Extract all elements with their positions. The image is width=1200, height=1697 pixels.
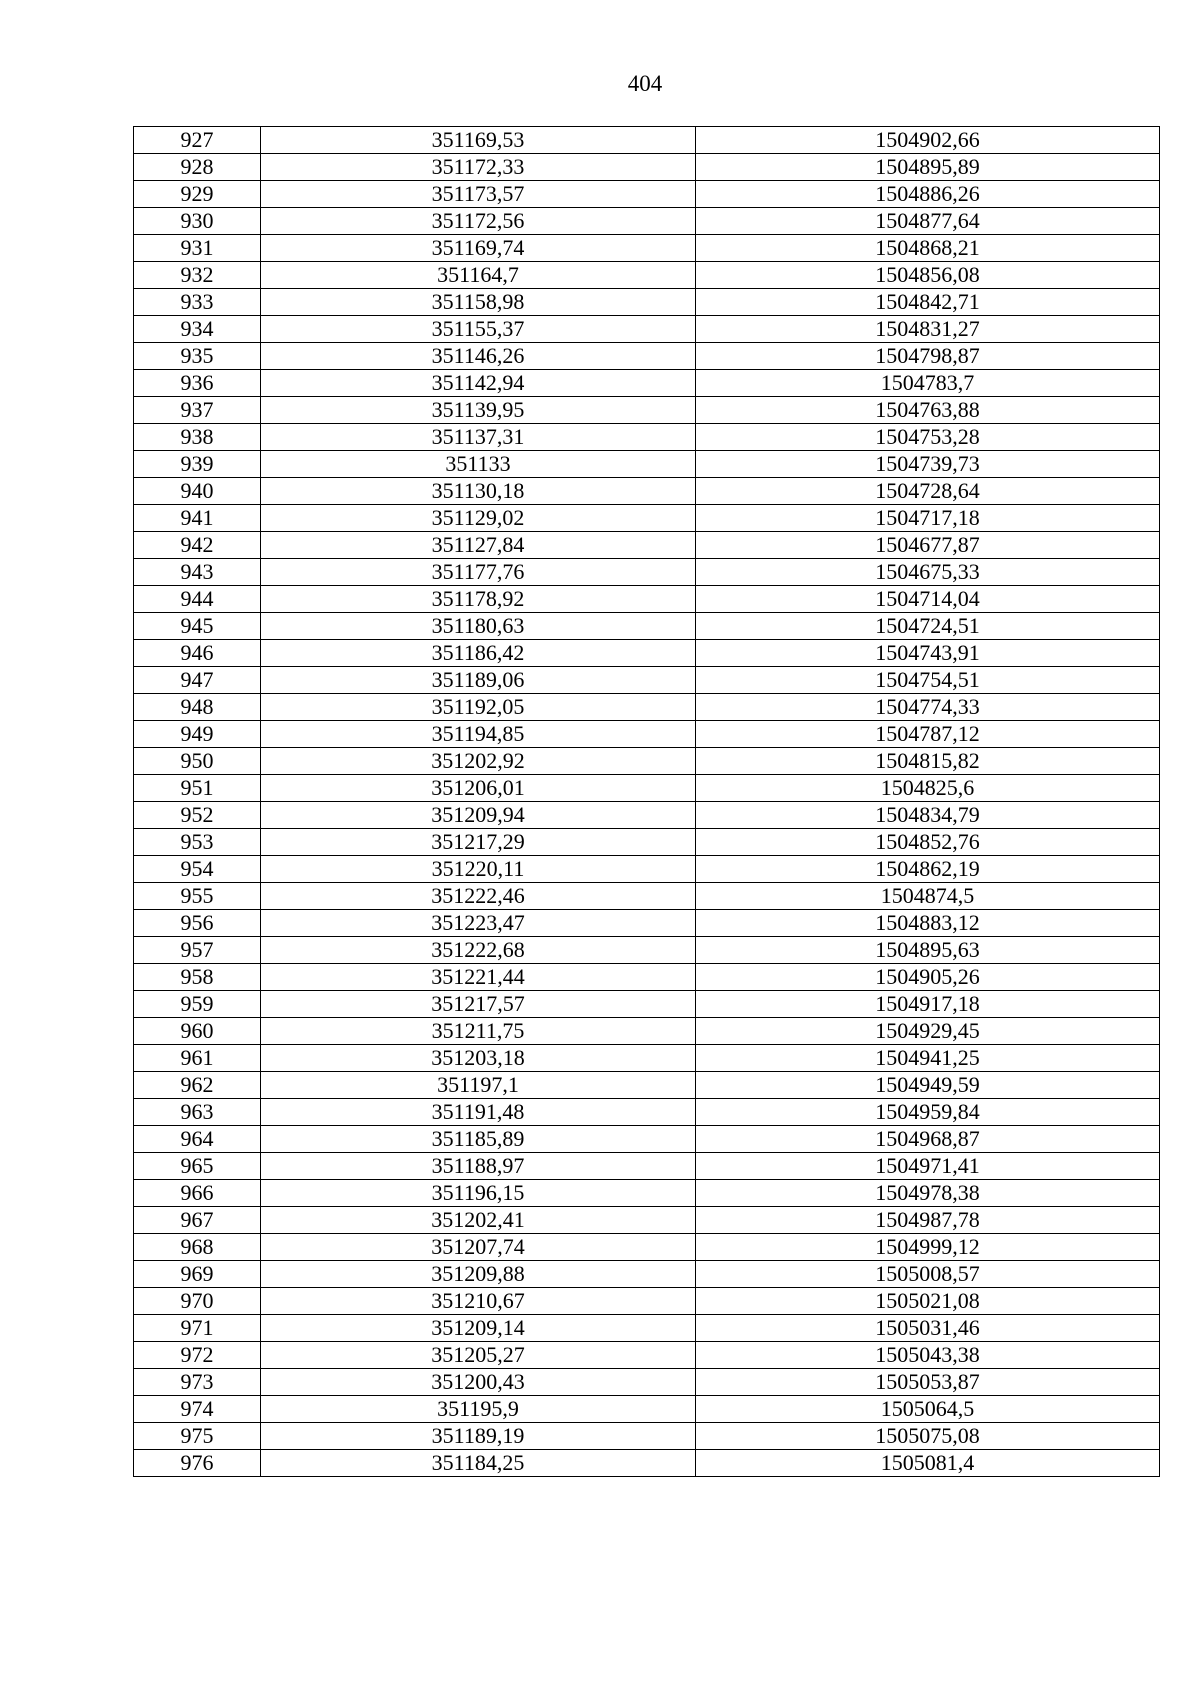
point-number-cell: 946	[134, 640, 261, 667]
table-row	[134, 208, 1160, 235]
point-number-cell: 950	[134, 748, 261, 775]
x-coordinate-cell: 351178,92	[261, 586, 696, 613]
y-coordinate-cell: 1504763,88	[696, 397, 1160, 424]
y-coordinate-cell: 1505064,5	[696, 1396, 1160, 1423]
x-coordinate-cell: 351172,33	[261, 154, 696, 181]
table-row	[134, 1423, 1160, 1450]
table-row	[134, 1261, 1160, 1288]
x-coordinate-cell: 351222,46	[261, 883, 696, 910]
table-row	[134, 559, 1160, 586]
table-row	[134, 586, 1160, 613]
y-coordinate-cell: 1504852,76	[696, 829, 1160, 856]
table-row	[134, 640, 1160, 667]
x-coordinate-cell: 351197,1	[261, 1072, 696, 1099]
x-coordinate-cell: 351155,37	[261, 316, 696, 343]
x-coordinate-cell: 351173,57	[261, 181, 696, 208]
point-number-cell: 960	[134, 1018, 261, 1045]
y-coordinate-cell: 1504783,7	[696, 370, 1160, 397]
point-number-cell: 951	[134, 775, 261, 802]
table-row	[134, 1099, 1160, 1126]
point-number-cell: 933	[134, 289, 261, 316]
table-row	[134, 1369, 1160, 1396]
x-coordinate-cell: 351194,85	[261, 721, 696, 748]
x-coordinate-cell: 351223,47	[261, 910, 696, 937]
x-coordinate-cell: 351169,74	[261, 235, 696, 262]
x-coordinate-cell: 351129,02	[261, 505, 696, 532]
table-row	[134, 1207, 1160, 1234]
y-coordinate-cell: 1504902,66	[696, 127, 1160, 154]
x-coordinate-cell: 351164,7	[261, 262, 696, 289]
y-coordinate-cell: 1505075,08	[696, 1423, 1160, 1450]
y-coordinate-cell: 1504949,59	[696, 1072, 1160, 1099]
table-row	[134, 1018, 1160, 1045]
x-coordinate-cell: 351209,14	[261, 1315, 696, 1342]
y-coordinate-cell: 1504831,27	[696, 316, 1160, 343]
x-coordinate-cell: 351210,67	[261, 1288, 696, 1315]
y-coordinate-cell: 1504724,51	[696, 613, 1160, 640]
page-number: 404	[627, 71, 663, 96]
y-coordinate-cell: 1504834,79	[696, 802, 1160, 829]
point-number-cell: 976	[134, 1450, 261, 1477]
x-coordinate-cell: 351177,76	[261, 559, 696, 586]
table-row	[134, 1396, 1160, 1423]
x-coordinate-cell: 351202,41	[261, 1207, 696, 1234]
x-coordinate-cell: 351127,84	[261, 532, 696, 559]
y-coordinate-cell: 1504968,87	[696, 1126, 1160, 1153]
y-coordinate-cell: 1504877,64	[696, 208, 1160, 235]
y-coordinate-cell: 1504868,21	[696, 235, 1160, 262]
x-coordinate-cell: 351184,25	[261, 1450, 696, 1477]
y-coordinate-cell: 1504774,33	[696, 694, 1160, 721]
table-row	[134, 235, 1160, 262]
table-row	[134, 262, 1160, 289]
x-coordinate-cell: 351142,94	[261, 370, 696, 397]
point-number-cell: 929	[134, 181, 261, 208]
point-number-cell: 956	[134, 910, 261, 937]
x-coordinate-cell: 351130,18	[261, 478, 696, 505]
table-row	[134, 1234, 1160, 1261]
x-coordinate-cell: 351203,18	[261, 1045, 696, 1072]
x-coordinate-cell: 351172,56	[261, 208, 696, 235]
point-number-cell: 964	[134, 1126, 261, 1153]
x-coordinate-cell: 351222,68	[261, 937, 696, 964]
point-number-cell: 967	[134, 1207, 261, 1234]
x-coordinate-cell: 351209,88	[261, 1261, 696, 1288]
point-number-cell: 934	[134, 316, 261, 343]
x-coordinate-cell: 351188,97	[261, 1153, 696, 1180]
y-coordinate-cell: 1504815,82	[696, 748, 1160, 775]
x-coordinate-cell: 351133	[261, 451, 696, 478]
y-coordinate-cell: 1505081,4	[696, 1450, 1160, 1477]
table-row	[134, 289, 1160, 316]
x-coordinate-cell: 351169,53	[261, 127, 696, 154]
point-number-cell: 957	[134, 937, 261, 964]
x-coordinate-cell: 351186,42	[261, 640, 696, 667]
y-coordinate-cell: 1504971,41	[696, 1153, 1160, 1180]
table-row	[134, 910, 1160, 937]
y-coordinate-cell: 1504717,18	[696, 505, 1160, 532]
point-number-cell: 952	[134, 802, 261, 829]
y-coordinate-cell: 1504825,6	[696, 775, 1160, 802]
table-row	[134, 1126, 1160, 1153]
point-number-cell: 940	[134, 478, 261, 505]
point-number-cell: 973	[134, 1369, 261, 1396]
table-row	[134, 829, 1160, 856]
point-number-cell: 962	[134, 1072, 261, 1099]
x-coordinate-cell: 351211,75	[261, 1018, 696, 1045]
point-number-cell: 928	[134, 154, 261, 181]
point-number-cell: 948	[134, 694, 261, 721]
point-number-cell: 935	[134, 343, 261, 370]
point-number-cell: 963	[134, 1099, 261, 1126]
table-row	[134, 478, 1160, 505]
table-row	[134, 1288, 1160, 1315]
point-number-cell: 971	[134, 1315, 261, 1342]
point-number-cell: 954	[134, 856, 261, 883]
y-coordinate-cell: 1505031,46	[696, 1315, 1160, 1342]
table-row	[134, 721, 1160, 748]
point-number-cell: 944	[134, 586, 261, 613]
x-coordinate-cell: 351217,29	[261, 829, 696, 856]
x-coordinate-cell: 351220,11	[261, 856, 696, 883]
point-number-cell: 936	[134, 370, 261, 397]
table-row	[134, 667, 1160, 694]
y-coordinate-cell: 1504895,89	[696, 154, 1160, 181]
point-number-cell: 943	[134, 559, 261, 586]
point-number-cell: 947	[134, 667, 261, 694]
table-row	[134, 802, 1160, 829]
point-number-cell: 965	[134, 1153, 261, 1180]
y-coordinate-cell: 1504883,12	[696, 910, 1160, 937]
y-coordinate-cell: 1504959,84	[696, 1099, 1160, 1126]
y-coordinate-cell: 1504743,91	[696, 640, 1160, 667]
table-row	[134, 316, 1160, 343]
y-coordinate-cell: 1504798,87	[696, 343, 1160, 370]
point-number-cell: 932	[134, 262, 261, 289]
point-number-cell: 930	[134, 208, 261, 235]
x-coordinate-cell: 351139,95	[261, 397, 696, 424]
point-number-cell: 949	[134, 721, 261, 748]
y-coordinate-cell: 1504941,25	[696, 1045, 1160, 1072]
y-coordinate-cell: 1504987,78	[696, 1207, 1160, 1234]
point-number-cell: 966	[134, 1180, 261, 1207]
x-coordinate-cell: 351185,89	[261, 1126, 696, 1153]
y-coordinate-cell: 1504886,26	[696, 181, 1160, 208]
x-coordinate-cell: 351200,43	[261, 1369, 696, 1396]
table-row	[134, 613, 1160, 640]
x-coordinate-cell: 351192,05	[261, 694, 696, 721]
point-number-cell: 927	[134, 127, 261, 154]
x-coordinate-cell: 351195,9	[261, 1396, 696, 1423]
point-number-cell: 974	[134, 1396, 261, 1423]
point-number-cell: 938	[134, 424, 261, 451]
table-row	[134, 775, 1160, 802]
y-coordinate-cell: 1504754,51	[696, 667, 1160, 694]
table-row	[134, 1342, 1160, 1369]
y-coordinate-cell: 1505043,38	[696, 1342, 1160, 1369]
table-row	[134, 1045, 1160, 1072]
y-coordinate-cell: 1505008,57	[696, 1261, 1160, 1288]
y-coordinate-cell: 1504978,38	[696, 1180, 1160, 1207]
y-coordinate-cell: 1504895,63	[696, 937, 1160, 964]
y-coordinate-cell: 1504862,19	[696, 856, 1160, 883]
x-coordinate-cell: 351146,26	[261, 343, 696, 370]
point-number-cell: 955	[134, 883, 261, 910]
y-coordinate-cell: 1504728,64	[696, 478, 1160, 505]
point-number-cell: 961	[134, 1045, 261, 1072]
point-number-cell: 959	[134, 991, 261, 1018]
table-row	[134, 127, 1160, 154]
point-number-cell: 968	[134, 1234, 261, 1261]
x-coordinate-cell: 351191,48	[261, 1099, 696, 1126]
y-coordinate-cell: 1504675,33	[696, 559, 1160, 586]
y-coordinate-cell: 1504739,73	[696, 451, 1160, 478]
point-number-cell: 941	[134, 505, 261, 532]
point-number-cell: 939	[134, 451, 261, 478]
y-coordinate-cell: 1504787,12	[696, 721, 1160, 748]
table-row	[134, 343, 1160, 370]
y-coordinate-cell: 1504917,18	[696, 991, 1160, 1018]
y-coordinate-cell: 1504842,71	[696, 289, 1160, 316]
x-coordinate-cell: 351189,06	[261, 667, 696, 694]
table-row	[134, 424, 1160, 451]
x-coordinate-cell: 351217,57	[261, 991, 696, 1018]
x-coordinate-cell: 351207,74	[261, 1234, 696, 1261]
point-number-cell: 937	[134, 397, 261, 424]
point-number-cell: 969	[134, 1261, 261, 1288]
y-coordinate-cell: 1504856,08	[696, 262, 1160, 289]
x-coordinate-cell: 351221,44	[261, 964, 696, 991]
table-row	[134, 694, 1160, 721]
table-row	[134, 451, 1160, 478]
table-row	[134, 1072, 1160, 1099]
y-coordinate-cell: 1504999,12	[696, 1234, 1160, 1261]
x-coordinate-cell: 351196,15	[261, 1180, 696, 1207]
table-row	[134, 370, 1160, 397]
y-coordinate-cell: 1504874,5	[696, 883, 1160, 910]
y-coordinate-cell: 1504753,28	[696, 424, 1160, 451]
x-coordinate-cell: 351137,31	[261, 424, 696, 451]
point-number-cell: 970	[134, 1288, 261, 1315]
x-coordinate-cell: 351189,19	[261, 1423, 696, 1450]
table-row	[134, 1450, 1160, 1477]
y-coordinate-cell: 1504929,45	[696, 1018, 1160, 1045]
y-coordinate-cell: 1504714,04	[696, 586, 1160, 613]
coordinates-table	[133, 126, 1160, 1477]
table-row	[134, 1315, 1160, 1342]
point-number-cell: 975	[134, 1423, 261, 1450]
point-number-cell: 953	[134, 829, 261, 856]
table-row	[134, 991, 1160, 1018]
x-coordinate-cell: 351205,27	[261, 1342, 696, 1369]
y-coordinate-cell: 1504905,26	[696, 964, 1160, 991]
point-number-cell: 942	[134, 532, 261, 559]
table-row	[134, 856, 1160, 883]
table-row	[134, 964, 1160, 991]
point-number-cell: 972	[134, 1342, 261, 1369]
table-row	[134, 397, 1160, 424]
y-coordinate-cell: 1505053,87	[696, 1369, 1160, 1396]
y-coordinate-cell: 1505021,08	[696, 1288, 1160, 1315]
table-row	[134, 181, 1160, 208]
table-row	[134, 748, 1160, 775]
table-row	[134, 1153, 1160, 1180]
table-row	[134, 1180, 1160, 1207]
y-coordinate-cell: 1504677,87	[696, 532, 1160, 559]
table-row	[134, 937, 1160, 964]
point-number-cell: 945	[134, 613, 261, 640]
coordinates-table-body	[134, 127, 1160, 1477]
table-row	[134, 883, 1160, 910]
table-row	[134, 505, 1160, 532]
point-number-cell: 931	[134, 235, 261, 262]
x-coordinate-cell: 351180,63	[261, 613, 696, 640]
x-coordinate-cell: 351158,98	[261, 289, 696, 316]
x-coordinate-cell: 351202,92	[261, 748, 696, 775]
x-coordinate-cell: 351209,94	[261, 802, 696, 829]
x-coordinate-cell: 351206,01	[261, 775, 696, 802]
table-row	[134, 154, 1160, 181]
table-row	[134, 532, 1160, 559]
point-number-cell: 958	[134, 964, 261, 991]
